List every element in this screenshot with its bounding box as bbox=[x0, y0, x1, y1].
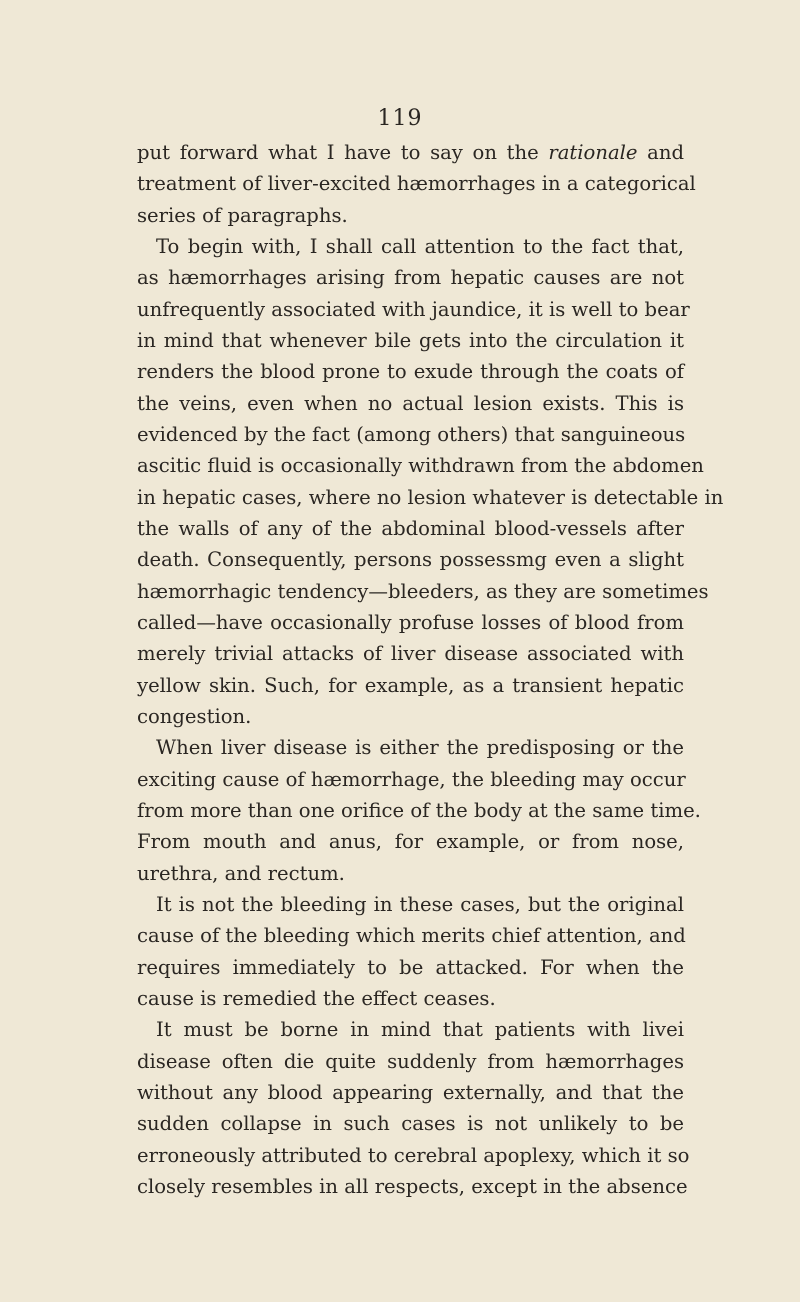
text-line: hæmorrhagic tendency—bleeders, as they are sometimes bbox=[137, 579, 709, 603]
text-line: from more than one orifice of the body at the same time. bbox=[137, 798, 701, 822]
text-line: series of paragraphs. bbox=[137, 203, 348, 227]
text-line: urethra, and rectum. bbox=[137, 861, 345, 885]
text-line: It must be borne in mind that patients with livei bbox=[156, 1018, 684, 1042]
text-line bbox=[137, 137, 684, 168]
text-line: To begin with, I shall call attention to the fact that, bbox=[156, 234, 684, 258]
text-line: requires immediately to be attacked. For when the bbox=[137, 955, 684, 979]
text-line: cause of the bleeding which merits chief attention, and bbox=[137, 924, 686, 948]
text-line: in mind that whenever bile gets into the circulation it bbox=[137, 328, 684, 352]
body-text bbox=[137, 137, 724, 1202]
italic-term: rationale bbox=[548, 141, 638, 164]
text-line: erroneously attributed to cerebral apoplexy, which it so bbox=[137, 1143, 690, 1167]
text-line: When liver disease is either the predisposing or the bbox=[156, 736, 684, 760]
text-line: in hepatic cases, where no lesion whatever is detectable in bbox=[137, 485, 724, 509]
text-run: put forward what I have to say on the bbox=[137, 141, 549, 164]
text-line: called—have occasionally profuse losses of blood from bbox=[137, 610, 684, 634]
text-line: evidenced by the fact (among others) that sanguineous bbox=[137, 422, 686, 446]
text-line: without any blood appearing externally, and that the bbox=[137, 1080, 684, 1104]
text-line: It is not the bleeding in these cases, but the original bbox=[156, 892, 684, 916]
text-line: the walls of any of the abdominal blood-vessels after bbox=[137, 516, 684, 540]
text-line: as hæmorrhages arising from hepatic causes are not bbox=[137, 266, 684, 290]
page-number: 119 bbox=[377, 106, 423, 131]
text-line: renders the blood prone to exude through the coats of bbox=[137, 360, 684, 384]
text-line: the veins, even when no actual lesion exists. This is bbox=[137, 391, 684, 415]
text-line: merely trivial attacks of liver disease associated with bbox=[137, 642, 684, 666]
text-line: treatment of liver-excited hæmorrhages in a categorical bbox=[137, 172, 696, 196]
text-line: ascitic fluid is occasionally withdrawn from the abdomen bbox=[137, 454, 704, 478]
text-line: From mouth and anus, for example, or from nose, bbox=[137, 830, 684, 854]
text-line: sudden collapse in such cases is not unlikely to be bbox=[137, 1112, 684, 1136]
text-line: yellow skin. Such, for example, as a transient hepatic bbox=[137, 673, 684, 697]
text-run: and bbox=[637, 141, 684, 164]
text-line: unfrequently associated with jaundice, it is well to bear bbox=[137, 297, 690, 321]
text-line: death. Consequently, persons possessmg even a slight bbox=[137, 548, 684, 572]
text-line: congestion. bbox=[137, 704, 252, 728]
text-line: closely resembles in all respects, except in the absence bbox=[137, 1174, 688, 1198]
text-line: exciting cause of hæmorrhage, the bleeding may occur bbox=[137, 767, 686, 791]
text-line: cause is remedied the effect ceases. bbox=[137, 986, 496, 1010]
text-line: disease often die quite suddenly from hæmorrhages bbox=[137, 1049, 684, 1073]
